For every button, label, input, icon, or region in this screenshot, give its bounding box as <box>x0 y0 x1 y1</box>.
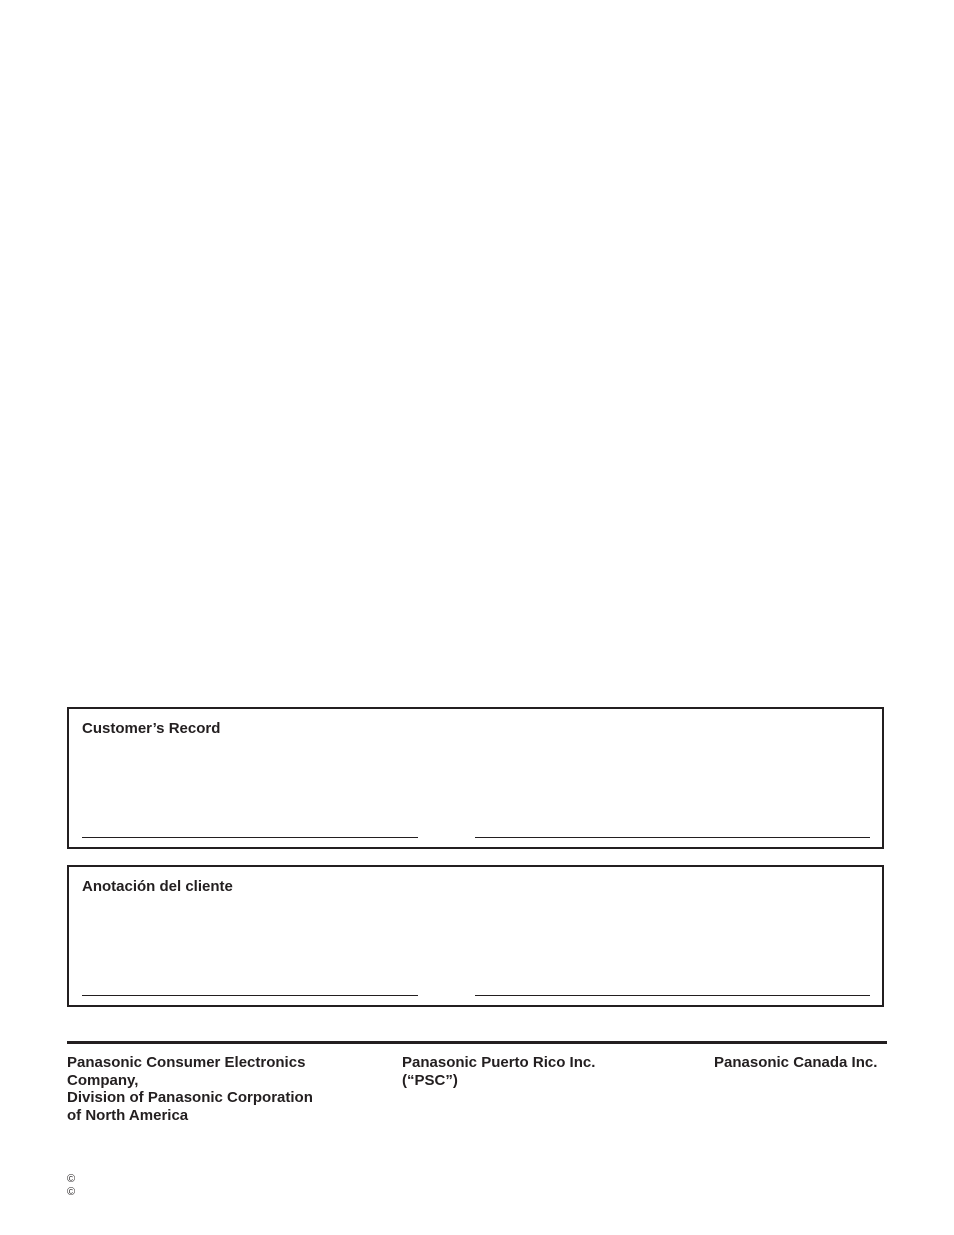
anotacion-cliente-blank-line-right <box>475 995 870 996</box>
company-panasonic-puerto-rico <box>402 1054 595 1089</box>
anotacion-cliente-box <box>67 865 884 1007</box>
company-name-line: Division of Panasonic Corporation <box>67 1089 313 1106</box>
company-panasonic-north-america <box>67 1054 313 1124</box>
anotacion-cliente-title: Anotación del cliente <box>82 878 233 895</box>
anotacion-cliente-blank-line-left <box>82 995 418 996</box>
company-panasonic-canada <box>714 1054 877 1072</box>
company-name-line: Panasonic Puerto Rico Inc. <box>402 1054 596 1071</box>
company-name-line: Company, <box>67 1071 139 1089</box>
copyright-mark: © <box>67 1173 76 1185</box>
company-name-line: Panasonic Canada Inc. <box>714 1054 878 1071</box>
footer-divider <box>67 1041 887 1044</box>
customers-record-title: Customer’s Record <box>82 720 221 737</box>
copyright-mark: © <box>67 1186 76 1198</box>
customers-record-blank-line-left <box>82 837 418 838</box>
company-name-line: Panasonic Consumer Electronics <box>67 1054 306 1071</box>
customers-record-box <box>67 707 884 849</box>
customers-record-blank-line-right <box>475 837 870 838</box>
company-name-line: of North America <box>67 1106 189 1124</box>
company-name-line: (“PSC”) <box>402 1071 458 1089</box>
